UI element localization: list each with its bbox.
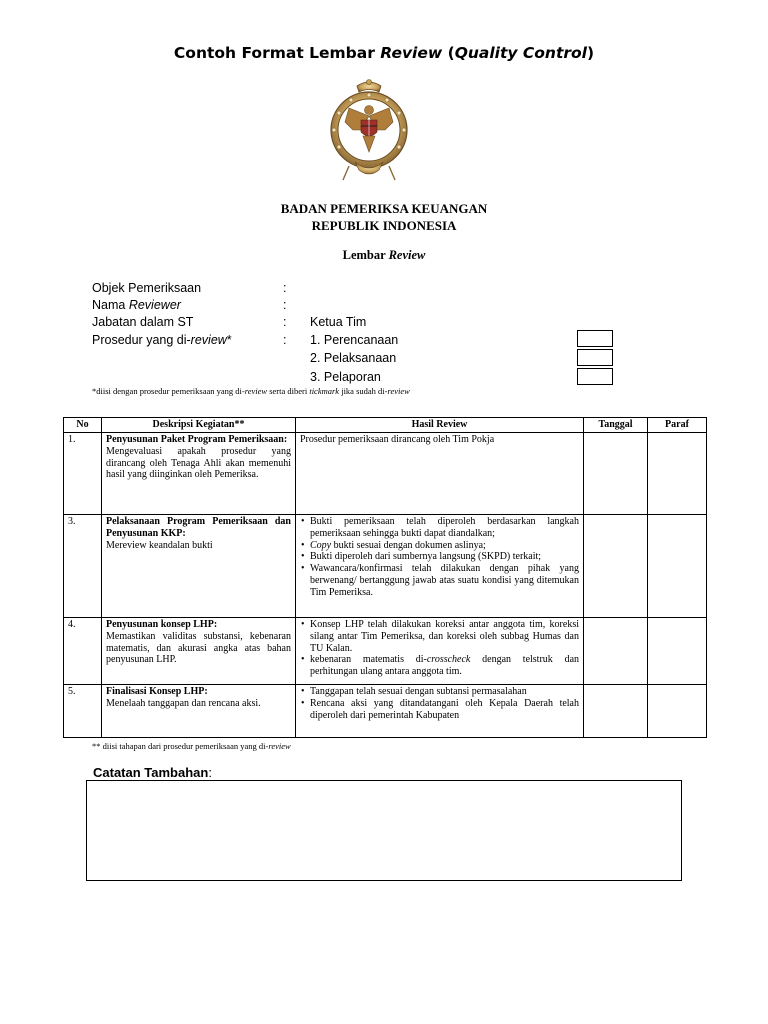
jabatan-value: Ketua Tim [310,315,367,329]
row-number: 5. [64,685,102,738]
paraf-cell[interactable] [648,515,707,618]
table-row [64,685,707,738]
result-bullet: • Copy bukti sesuai dengan dokumen aslinya; [310,540,579,552]
result-bullet: • kebenaran matematis di-crosscheck dengan telstruk dan perhitungan ulang antara anggota tim. [310,654,579,678]
header-paraf: Paraf [648,418,707,433]
row-description [102,515,296,618]
result-bullet: • Bukti diperoleh dari sumbernya langsung (SKPD) terkait; [310,551,579,563]
option-pelaksanaan: 2. Pelaksanaan [310,351,397,365]
row-description [102,618,296,685]
nama-colon: : [283,298,287,312]
checkbox-pelaporan[interactable] [577,368,613,385]
jabatan-colon: : [283,315,287,329]
checkbox-pelaksanaan[interactable] [577,349,613,366]
row-result [296,618,584,685]
footnote-prosedur: *diisi dengan prosedur pemeriksaan yang di-review serta diberi tickmark jika sudah di-review [92,386,410,396]
jabatan-label: Jabatan dalam ST [92,315,194,329]
table-row [64,433,707,515]
row-title: Finalisasi Konsep LHP: [106,686,208,697]
review-table [63,417,707,738]
row-number: 1. [64,433,102,515]
option-pelaporan: 3. Pelaporan [310,370,381,384]
catatan-input[interactable] [86,780,682,881]
org-name-line2: REPUBLIK INDONESIA [311,218,457,233]
row-title: Penyusunan Paket Program Pemeriksaan: [106,434,288,445]
tanggal-cell[interactable] [584,618,648,685]
result-bullet: • Tanggapan telah sesuai dengan subtansi permasalahan [310,686,579,698]
header-hasil-review: Hasil Review [296,418,584,433]
prosedur-colon: : [283,333,287,347]
objek-colon: : [283,281,287,295]
row-description [102,433,296,515]
result-bullet: • Wawancara/konfirmasi telah dilakukan dengan pihak yang berwenang/ bertanggung jawab atas suatu kondisi yang ditemukan Tim Pemeriksa. [310,563,579,598]
row-number: 3. [64,515,102,618]
result-bullet: • Rencana aksi yang ditandatangani oleh Kepala Daerah telah diperoleh dari pemerintah Kabupaten [310,698,579,722]
row-body: Mengevaluasi apakah prosedur yang dirancang oleh Tenaga Ahli akan memenuhi hasil yang diinginkan oleh Pemeriksa. [106,445,291,481]
header-tanggal: Tanggal [584,418,648,433]
result-bullet: • Konsep LHP telah dilakukan koreksi antar anggota tim, koreksi silang antar Tim Pemeriksa, dan koreksi oleh subbag Humas dan TU Kalan. [310,619,579,654]
row-title: Pelaksanaan Program Pemeriksaan dan Penyusunan KKP: [106,516,291,539]
tanggal-cell[interactable] [584,433,648,515]
paraf-cell[interactable] [648,685,707,738]
row-title: Penyusunan konsep LHP: [106,619,218,630]
row-result: Prosedur pemeriksaan dirancang oleh Tim Pokja [296,433,584,515]
row-description [102,685,296,738]
table-header-row [64,418,707,433]
tanggal-cell[interactable] [584,515,648,618]
checkbox-perencanaan[interactable] [577,330,613,347]
table-row [64,618,707,685]
paraf-cell[interactable] [648,618,707,685]
row-result [296,685,584,738]
row-body: Menelaah tanggapan dan rencana aksi. [106,697,261,709]
catatan-label: Catatan Tambahan: [93,765,212,780]
result-bullet: • Bukti pemeriksaan telah diperoleh berdasarkan langkah pemeriksaan sehingga bukti dapat diandalkan; [310,516,579,540]
tanggal-cell[interactable] [584,685,648,738]
objek-label: Objek Pemeriksaan [92,281,202,295]
nama-label: Nama Reviewer [92,298,181,312]
org-name-line1: BADAN PEMERIKSA KEUANGAN [280,201,488,216]
header-deskripsi: Deskripsi Kegiatan** [102,418,296,433]
header-no: No [64,418,102,433]
footnote-tahapan: ** diisi tahapan dari prosedur pemeriksaan yang di-review [92,741,291,751]
document-title: Contoh Format Lembar Review (Quality Control) [173,44,595,62]
garuda-emblem-icon [327,78,411,184]
row-result [296,515,584,618]
prosedur-label: Prosedur yang di-review* [92,333,232,347]
option-perencanaan: 1. Perencanaan [310,333,399,347]
paraf-cell[interactable] [648,433,707,515]
row-body: Memastikan validitas substansi, kebenaran matematis, dan akurasi angka atas bahan penyusunan LHP. [106,630,291,666]
table-row [64,515,707,618]
sheet-title: Lembar Review [342,248,426,262]
row-body: Mereview keandalan bukti [106,539,213,551]
row-number: 4. [64,618,102,685]
